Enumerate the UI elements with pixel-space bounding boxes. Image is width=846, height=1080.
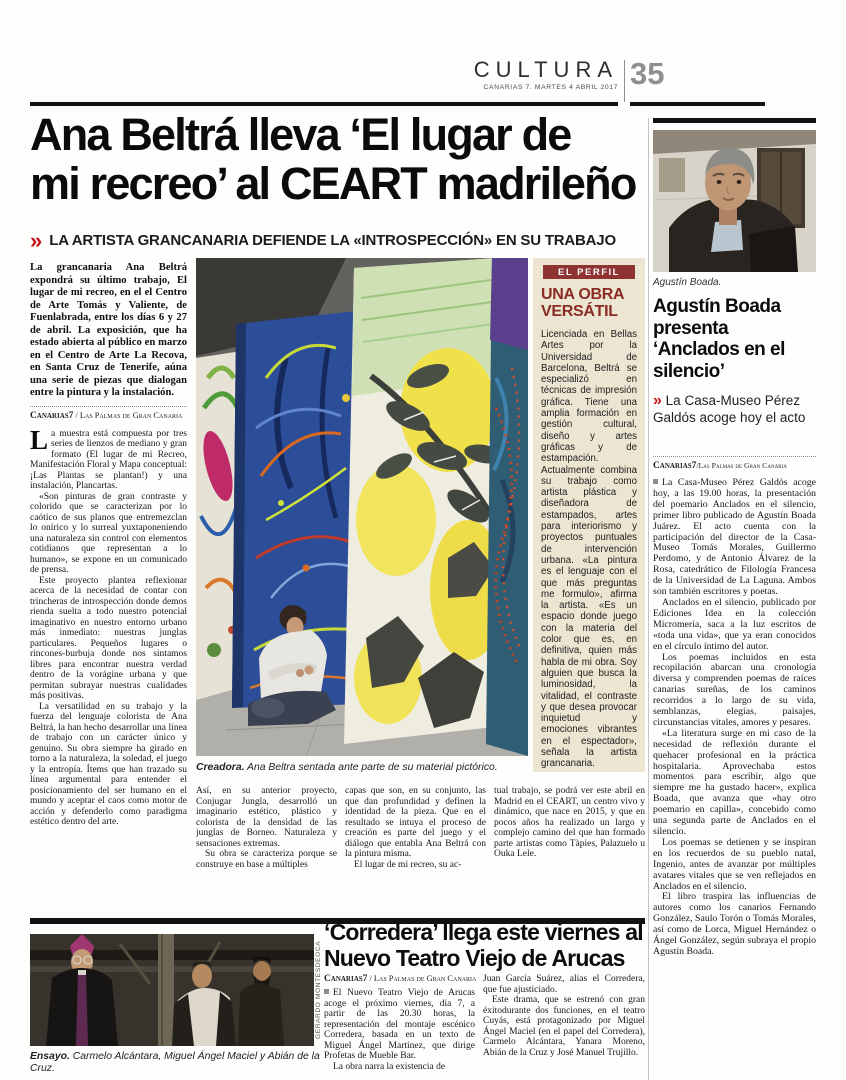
body-paragraph: Su obra se caracteriza porque se construye en base a múltiples [196,849,337,870]
main-byline [30,411,187,421]
caption-lead: Ensayo. [30,1051,70,1062]
main-article-column-3 [345,786,486,916]
artist-with-paintings-image [196,258,528,756]
profile-title: UNA OBRA VERSÁTIL [541,286,624,320]
masthead [360,58,618,91]
main-photo-caption [196,762,528,774]
header-rule-right [630,102,765,106]
body-paragraph: Los poemas se detienen y se inspiran en los recuerdos de su pueblo natal, Ingenio, antes de avanzar por múltiples avatares vitales que se ven reflejados en Anclados en el silencio. [653,836,816,892]
dotted-divider [30,406,187,407]
body-paragraph: Este drama, que se estrenó con gran éxitodurante dos funciones, en el teatro Cuyás, está protagonizado por Miguel Ángel Maciel (en el papel del Corredera), Carmelo Alcántara, Yanara Moreno, Abián de la Cruz y José Manuel Trujillo. [483,995,645,1058]
theatre-rehearsal-image [30,934,314,1046]
bottom-article-column-2 [483,974,645,1080]
body-paragraph: «La literatura surge en mi caso de la necesidad de reflexión durante el quehacer profesional en la práctica hospitalaria. Aprovechaba estos momentos para escribir, algo que siempre me ha gustado hacer», explica Boada, que avanza que «hay otro poemario en capilla», concebido como una segunda parte de Anclados en el silencio. [653,727,816,837]
paragraph-text: El Nuevo Teatro Viejo de Arucas acoge el próximo viernes, día 7, a partir de las 20.30 horas, la representación del montaje escénico Corredera, basada en un texto de Miguel Ángel Martínez, que dirige Profetas de Mueble Bar. [324,988,475,1061]
square-bullet-icon [653,479,658,484]
main-deck [30,228,644,253]
masthead-divider [624,60,625,102]
profile-body: Licenciada en Bellas Artes por la Universidad de Barcelona, Beltrá se especializó en técnicas de impresión gráfica. Tiene una amplia formación en gestión cultural, diseño y artes gráficas y de estampación. Actualmente combina su trabajo como artista plástica y diseñadora de estampados, artes para interiorismo y proyectos puntuales de intervención urbana. «La pintura es el lenguaje con el que más preguntas me formulo», afirma la artista. «Es un espacio donde juego con la materia del color que es, en definitiva, quien más habla de mi obra. Soy alguien que busca la luminosidad, la vitalidad, el contraste y que desea provocar inquietud y emociones vibrantes en el espectador», señala la artista grancanaria. [541,329,637,770]
header-rule [30,102,618,106]
body-paragraph: capas que son, en su conjunto, las que dan profundidad y definen la identidad de la pieza. Que en el resultado se intuya el proceso de creación es parte del juego y el diálogo que entabla Ana Beltrá con la pintura misma. [345,786,486,859]
body-paragraph: tual trabajo, se podrá ver este abril en Madrid en el CEART, un centro vivo y dinámico, que nace en 2015, y que en pocos años ha realizado un largo y complejo camino del que han formado parte artistas como Tàpies, Palazuelo u Ouka Lele. [494,786,645,859]
body-paragraph: Anclados en el silencio, publicado por Ediciones Idea en la colección Micromería, saca a la luz escritos de «toda una vida», que ya eran conocidos en el círculo íntimo del autor. [653,596,816,652]
square-bullet-icon [324,989,329,994]
body-paragraph [324,988,475,1062]
bottom-photo [30,934,314,1046]
body-paragraph: La versatilidad en su trabajo y la fuerza del lenguaje colorista de Ana Beltrá, la han hecho desarrollar una línea de trabajo con un carácter único y genuino. Su obra siempre ha girado en torno a la naturaleza, la soledad, el juego y la entropía. Ítems que han trazado su línea argumental para entender el posicionamiento del ser humano en el mundo y aceptar el caos como motor de acción y defenderlo como paradigma estético dentro del arte. [30,701,187,827]
main-headline [30,110,644,208]
sidebar-deck [653,392,816,427]
byline-brand: Canarias7 [653,461,697,471]
main-article-column-4 [494,786,645,916]
bottom-headline-line1: ‘Corredera’ llega este viernes al [324,919,643,945]
byline-place: / Las Palmas de Gran Canaria [367,974,477,983]
dotted-divider [653,456,816,457]
sidebar-top-rule [653,118,816,123]
edition-date: CANARIAS 7. MARTES 4 ABRIL 2017 [483,84,618,91]
main-photo [196,258,528,756]
sidebar-article-body [653,478,816,1076]
byline-brand: Canarias7 [30,410,74,421]
body-paragraph: «Son pinturas de gran contraste y colorido que se caracterizan por lo caótico de sus planos que entremezclan lo onírico y lo surreal yuxtaponeniendo una naturaleza sin control con elementos cotidianos que representan a lo humano», se expone en un comunicado de prensa. [30,491,187,575]
deck-arrow-icon: » [653,392,662,409]
body-paragraph: La muestra está compuesta por tres series de lienzos de mediano y gran formato (El lugar de mi Recreo, Manifestación Floral y Mapa conceptual: ¡Las Plantas se plantan!) y una instalación, Plancartas. [30,424,187,491]
page-number: 35 [630,56,665,91]
bottom-article-column-1 [324,988,475,1080]
bottom-headline [324,920,646,971]
sidebar-photo [653,130,816,272]
main-article-column-1 [30,262,187,914]
sidebar-deck-text: La Casa-Museo Pérez Galdós acoge hoy el acto [653,393,806,425]
sidebar-headline: Agustín Boada presenta ‘Anclados en el silencio’ [653,296,785,382]
body-paragraph: La obra narra la existencia de [333,1061,446,1072]
byline-place: / Las Palmas de Gran Canaria [73,410,183,420]
bottom-headline-line2: Nuevo Teatro Viejo de Arucas [324,944,625,971]
byline-brand: Canarias7 [324,974,368,984]
main-deck-text: LA ARTISTA GRANCANARIA DEFIENDE LA «INTROSPECCIÓN» EN SU TRABAJO [49,232,616,249]
section-title: CULTURA [473,57,618,82]
caption-text: Carmelo Alcántara, Miguel Ángel Maciel y Abián de la Cruz. [30,1051,320,1074]
bottom-photo-caption [30,1051,322,1075]
sidebar-byline [653,461,816,471]
sidebar-byline-block [653,450,816,471]
body-paragraph: El libro traspira las influencias de autores como los canarios Fernando González, Saulo Torón o Tomás Morales, así como de Lorca, Miguel Hernández o Ángel González, según subraya el propio Agustín Boada. [653,891,816,957]
main-headline-line2: mi recreo’ al CEART madrileño [30,158,636,209]
body-paragraph: Los poemas incluidos en esta recopilación abarcan una cronología diversa y comprenden poemas de raíces canarias sureñas, de los caminos recorridos a lo largo de su vida, semblanzas, elegías, paisajes, circunstancias vitales, amores y pesares. [653,651,816,728]
intro-paragraph: La grancanaria Ana Beltrá expondrá su último trabajo, El lugar de mi recreo, en el el Centro de Arte Tomás y Valiente, de Fuenlabrada, entre los días 6 y 27 de abril. La exposición, que ha estado abierta al público en marzo en el Centro de Arte La Recova, en Santa Cruz de Tenerife, aúna una serie de piezas que dialogan entre la pintura y la instalación. [30,262,187,398]
profile-box [533,258,645,772]
caption-text: Ana Beltra sentada ante parte de su material pictórico. [244,762,498,773]
body-paragraph: Este proyecto plantea reflexionar acerca de la necesidad de contar con trincheras de introspección donde demos rienda suelta a todo nuestro potencial imaginativo en nuestro entorno urbano más inmediato: nuestras junglas particulares. Pequeños lugares o rincones-burbuja donde nos sintamos libres para encontrar nuestra verdad dentro de la vorágine urbana y que permitan subrayar nuestras cualidades más positivas. [30,575,187,701]
byline-place: /Las Palmas de Gran Canaria [696,461,787,470]
body-paragraph: Así, en su anterior proyecto, Conjugar Jungla, desarrolló un imaginario estético, plástico y colorista de la densidad de las junglas de Borneo. Naturaleza y sensaciones extremas. [196,786,337,849]
body-paragraph: Juan García Suárez, alias el Corredera, que fue ajusticiado. [483,974,645,995]
profile-label: EL PERFIL [543,265,635,279]
photo-credit: GERARDO MONTESDEOCA [315,940,322,1040]
main-headline-line1: Ana Beltrá lleva ‘El lugar de [30,109,571,160]
deck-arrow-icon: » [30,228,43,253]
main-article-column-2 [196,786,337,916]
agustin-boada-portrait-image [653,130,816,272]
sidebar-photo-caption: Agustín Boada. [653,277,722,288]
body-paragraph: El lugar de mi recreo, su ac- [354,859,462,870]
body-paragraph [653,478,816,598]
column-divider [648,118,649,1080]
paragraph-text: La Casa-Museo Pérez Galdós acoge hoy, a las 19.00 horas, la presentación del poemario Anclados en el silencio, primer libro publicado de Agustín Boada Juárez. El acto cuenta con la participación del director de la Casa-Museo Tomás Morales, Guillermo Perdomo, y de Antonio Álvarez de la Rosa, catedrático de Filología Francesa de la Universidad de La Laguna. Ambos son también escritores y poetas. [653,478,816,598]
caption-lead: Creadora. [196,762,245,773]
